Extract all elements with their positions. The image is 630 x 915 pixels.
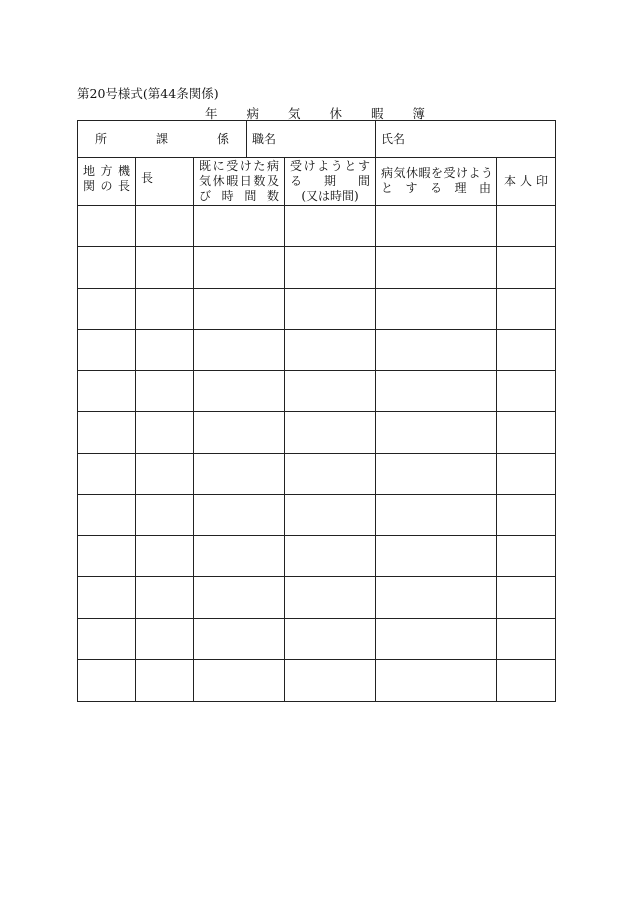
title-char: 年: [205, 106, 218, 121]
header-days-taken: [194, 158, 285, 205]
header-reason: [376, 158, 497, 205]
seal-cell[interactable]: [497, 330, 555, 370]
header-char: 期: [323, 174, 336, 188]
header-char: 人: [519, 174, 532, 188]
table-row: [78, 577, 555, 618]
header-char: る: [429, 181, 442, 195]
reason-cell[interactable]: [376, 577, 497, 617]
header-seal: [497, 158, 555, 205]
header-char: び: [199, 189, 212, 203]
header-char: 長: [117, 179, 130, 193]
seal-cell[interactable]: [497, 371, 555, 411]
reason-cell[interactable]: [376, 495, 497, 535]
local-agency-head-cell[interactable]: [78, 371, 136, 411]
reason-cell[interactable]: [376, 536, 497, 576]
chief-cell[interactable]: [136, 247, 194, 287]
days-taken-cell[interactable]: [194, 247, 285, 287]
job-title-label: 職名: [252, 131, 277, 146]
table-row: [78, 412, 555, 453]
header-char: 間: [244, 189, 257, 203]
days-taken-cell[interactable]: [194, 536, 285, 576]
days-taken-cell[interactable]: [194, 660, 285, 701]
header-char: 休: [212, 174, 225, 188]
header-char: す: [357, 159, 370, 173]
reason-cell[interactable]: [376, 454, 497, 494]
header-char: 受: [226, 159, 239, 173]
dept-char: 所: [95, 131, 108, 146]
seal-cell[interactable]: [497, 289, 555, 329]
table-row: [78, 206, 555, 247]
dept-char: 係: [216, 131, 229, 146]
seal-cell[interactable]: [497, 206, 555, 246]
header-chief: [136, 158, 194, 205]
period-cell[interactable]: [285, 536, 376, 576]
table-row: [78, 371, 555, 412]
header-char: と: [381, 181, 394, 195]
chief-cell[interactable]: [136, 495, 194, 535]
period-cell[interactable]: [285, 289, 376, 329]
header-char: 気: [199, 174, 212, 188]
days-taken-cell[interactable]: [194, 412, 285, 452]
reason-cell[interactable]: [376, 371, 497, 411]
period-cell[interactable]: [285, 495, 376, 535]
header-char: 関: [83, 179, 96, 193]
days-taken-cell[interactable]: [194, 619, 285, 659]
header-char: 暇: [226, 174, 239, 188]
header-char: け: [303, 159, 316, 173]
local-agency-head-cell[interactable]: [78, 206, 136, 246]
header-char: 機: [117, 164, 130, 178]
days-taken-cell[interactable]: [194, 206, 285, 246]
reason-cell[interactable]: [376, 330, 497, 370]
title-char: 簿: [412, 106, 425, 121]
local-agency-head-cell[interactable]: [78, 454, 136, 494]
days-taken-cell[interactable]: [194, 371, 285, 411]
header-reason-line1: 病気休暇を受けよう: [381, 166, 494, 180]
title-char: 病: [246, 106, 259, 121]
chief-cell[interactable]: [136, 619, 194, 659]
header-char: の: [100, 179, 113, 193]
chief-cell[interactable]: [136, 577, 194, 617]
period-cell[interactable]: [285, 412, 376, 452]
local-agency-head-cell[interactable]: [78, 660, 136, 701]
days-taken-cell[interactable]: [194, 495, 285, 535]
reason-cell[interactable]: [376, 206, 497, 246]
local-agency-head-cell[interactable]: [78, 536, 136, 576]
header-char: 本: [504, 174, 517, 188]
reason-cell[interactable]: [376, 247, 497, 287]
reason-cell[interactable]: [376, 619, 497, 659]
reason-cell[interactable]: [376, 289, 497, 329]
period-cell[interactable]: [285, 247, 376, 287]
period-cell[interactable]: [285, 454, 376, 494]
title-char: 暇: [370, 106, 384, 121]
header-char: う: [330, 159, 343, 173]
header-char: 時: [221, 189, 234, 203]
column-header-row: [78, 158, 555, 206]
local-agency-head-cell[interactable]: [78, 577, 136, 617]
seal-cell[interactable]: [497, 412, 555, 452]
header-char: 受: [290, 159, 303, 173]
header-period-note: (又は時間): [301, 189, 359, 203]
reason-cell[interactable]: [376, 412, 497, 452]
table-row: [78, 454, 555, 495]
header-char: 及: [266, 174, 279, 188]
header-char: 印: [535, 174, 548, 188]
local-agency-head-cell[interactable]: [78, 247, 136, 287]
seal-cell[interactable]: [497, 454, 555, 494]
header-char: 既: [199, 159, 212, 173]
header-char: 地: [83, 164, 96, 178]
department-cell[interactable]: [78, 121, 247, 157]
chief-cell[interactable]: [136, 536, 194, 576]
name-cell[interactable]: [376, 121, 555, 157]
period-cell[interactable]: [285, 371, 376, 411]
chief-cell[interactable]: [136, 206, 194, 246]
header-local-agency-head: [78, 158, 136, 205]
seal-cell[interactable]: [497, 660, 555, 701]
table-row: [78, 536, 555, 577]
header-char: 理: [454, 181, 467, 195]
title-char: 休: [329, 106, 342, 121]
header-char: る: [290, 174, 303, 188]
seal-cell[interactable]: [497, 247, 555, 287]
header-period: [285, 158, 376, 205]
table-row: [78, 495, 555, 536]
days-taken-cell[interactable]: [194, 289, 285, 329]
days-taken-cell[interactable]: [194, 577, 285, 617]
sick-leave-register-table: [77, 120, 556, 702]
local-agency-head-cell[interactable]: [78, 289, 136, 329]
title-char: 気: [287, 106, 301, 121]
table-row: [78, 289, 555, 330]
local-agency-head-cell[interactable]: [78, 619, 136, 659]
local-agency-head-cell[interactable]: [78, 495, 136, 535]
header-char: 方: [100, 164, 113, 178]
form-number-label: 第20号様式(第44条関係): [77, 86, 219, 101]
header-chief-label: 長: [141, 171, 154, 185]
dept-char: 課: [155, 131, 168, 146]
header-char: 数: [253, 174, 266, 188]
seal-cell[interactable]: [497, 619, 555, 659]
header-char: 病: [266, 159, 279, 173]
chief-cell[interactable]: [136, 454, 194, 494]
info-row: [78, 121, 555, 158]
header-char: 日: [239, 174, 252, 188]
table-row: [78, 247, 555, 288]
header-char: け: [239, 159, 252, 173]
seal-cell[interactable]: [497, 536, 555, 576]
local-agency-head-cell[interactable]: [78, 412, 136, 452]
header-char: に: [212, 159, 225, 173]
table-row: [78, 330, 555, 371]
table-row: [78, 619, 555, 660]
header-char: す: [405, 181, 418, 195]
period-cell[interactable]: [285, 660, 376, 701]
days-taken-cell[interactable]: [194, 330, 285, 370]
job-title-cell[interactable]: [247, 121, 376, 157]
period-cell[interactable]: [285, 619, 376, 659]
header-char: た: [253, 159, 266, 173]
period-cell[interactable]: [285, 206, 376, 246]
header-char: と: [344, 159, 357, 173]
name-label: 氏名: [381, 131, 406, 146]
period-cell[interactable]: [285, 577, 376, 617]
reason-cell[interactable]: [376, 660, 497, 701]
chief-cell[interactable]: [136, 371, 194, 411]
header-char: よ: [317, 159, 330, 173]
chief-cell[interactable]: [136, 660, 194, 701]
chief-cell[interactable]: [136, 330, 194, 370]
seal-cell[interactable]: [497, 495, 555, 535]
header-char: 数: [266, 189, 279, 203]
local-agency-head-cell[interactable]: [78, 330, 136, 370]
seal-cell[interactable]: [497, 577, 555, 617]
period-cell[interactable]: [285, 330, 376, 370]
header-char: 由: [478, 181, 491, 195]
table-row: [78, 660, 555, 701]
days-taken-cell[interactable]: [194, 454, 285, 494]
header-char: 間: [357, 174, 370, 188]
chief-cell[interactable]: [136, 289, 194, 329]
chief-cell[interactable]: [136, 412, 194, 452]
